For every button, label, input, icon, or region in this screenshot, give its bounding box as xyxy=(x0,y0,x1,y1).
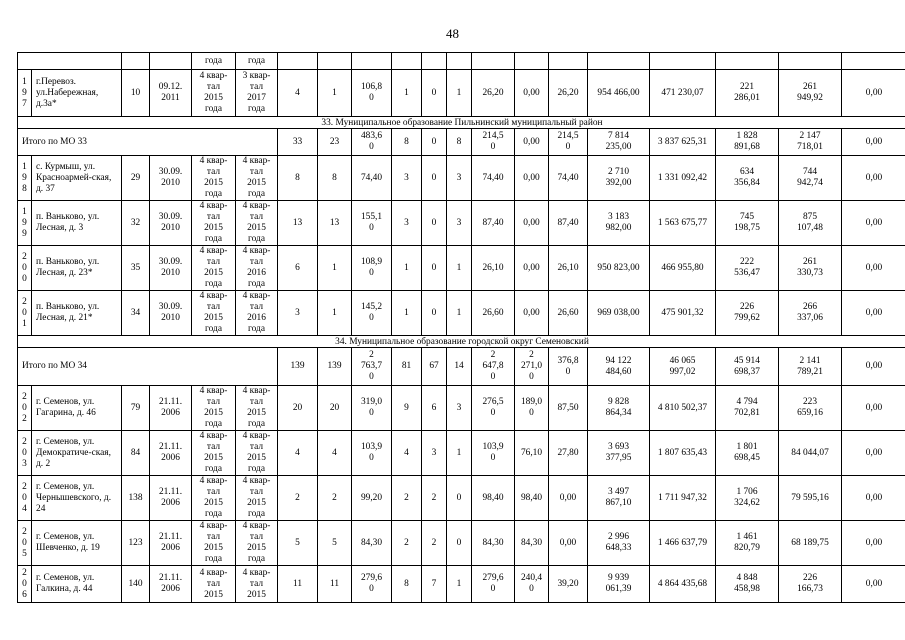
row-value: 87,50 xyxy=(549,386,588,431)
row-value: 0,00 xyxy=(515,291,549,336)
object-date: 30.09. 2010 xyxy=(150,156,192,201)
row-value: 240,4 0 xyxy=(515,566,549,603)
row-value: 1 711 947,32 xyxy=(650,476,716,521)
total-value: 2 147 718,01 xyxy=(779,129,842,156)
row-value: 634 356,84 xyxy=(716,156,779,201)
total-value: 0,00 xyxy=(515,129,549,156)
row-value: 1 xyxy=(318,246,352,291)
row-value: 0,00 xyxy=(515,156,549,201)
row-value: 276,5 0 xyxy=(472,386,515,431)
row-value: 7 xyxy=(422,566,447,603)
row-value: 2 xyxy=(392,476,422,521)
row-value: 74,40 xyxy=(352,156,392,201)
object-date: 21.11. 2006 xyxy=(150,476,192,521)
object-date: 21.11. 2006 xyxy=(150,566,192,603)
object-year: 140 xyxy=(122,566,150,603)
row-value: 26,60 xyxy=(472,291,515,336)
row-value: 39,20 xyxy=(549,566,588,603)
header-cell xyxy=(122,53,150,70)
row-value: 0 xyxy=(422,201,447,246)
row-value: 1 xyxy=(447,431,472,476)
row-number: 2 0 4 xyxy=(18,476,32,521)
total-value: 8 xyxy=(392,129,422,156)
total-value: 2 141 789,21 xyxy=(779,348,842,386)
header-cell xyxy=(650,53,716,70)
row-value: 13 xyxy=(278,201,318,246)
row-value: 6 xyxy=(422,386,447,431)
row-value: 1 xyxy=(318,291,352,336)
header-cell xyxy=(716,53,779,70)
row-value: 471 230,07 xyxy=(650,70,716,117)
row-value: 0,00 xyxy=(842,521,905,566)
row-value: 79 595,16 xyxy=(779,476,842,521)
end-period: 4 квар- тал 2015 года xyxy=(236,156,278,201)
header-cell xyxy=(515,53,549,70)
row-value: 20 xyxy=(278,386,318,431)
row-value: 99,20 xyxy=(352,476,392,521)
row-value: 74,40 xyxy=(549,156,588,201)
total-value: 8 xyxy=(447,129,472,156)
object-date: 21.11. 2006 xyxy=(150,521,192,566)
header-cell xyxy=(150,53,192,70)
row-value: 969 038,00 xyxy=(588,291,650,336)
header-cell xyxy=(278,53,318,70)
table-row xyxy=(18,476,905,521)
row-value: 84,30 xyxy=(515,521,549,566)
row-value: 103,9 0 xyxy=(472,431,515,476)
page-number: 48 xyxy=(446,26,459,41)
total-value: 214,5 0 xyxy=(549,129,588,156)
row-value: 4 864 435,68 xyxy=(650,566,716,603)
total-value: 0,00 xyxy=(842,348,905,386)
total-value: 376,8 0 xyxy=(549,348,588,386)
object-address: п. Ваньково, ул. Лесная, д. 3 xyxy=(32,201,122,246)
total-row xyxy=(18,129,905,156)
row-value: 950 823,00 xyxy=(588,246,650,291)
row-value: 8 xyxy=(278,156,318,201)
object-date: 21.11. 2006 xyxy=(150,431,192,476)
row-value: 1 801 698,45 xyxy=(716,431,779,476)
row-value: 4 794 702,81 xyxy=(716,386,779,431)
row-number: 2 0 2 xyxy=(18,386,32,431)
header-cell: года xyxy=(236,53,278,70)
row-value: 3 xyxy=(392,156,422,201)
row-value: 0,00 xyxy=(515,70,549,117)
row-value: 226 166,73 xyxy=(779,566,842,603)
section-title: 34. Муниципальное образование городской округ Семеновский xyxy=(18,336,905,348)
row-number: 2 0 5 xyxy=(18,521,32,566)
row-value: 1 xyxy=(392,70,422,117)
row-value: 1 xyxy=(392,246,422,291)
section-heading-row xyxy=(18,117,905,129)
row-value: 223 659,16 xyxy=(779,386,842,431)
row-value: 98,40 xyxy=(515,476,549,521)
row-value: 261 330,73 xyxy=(779,246,842,291)
row-value: 1 563 675,77 xyxy=(650,201,716,246)
section-heading-row xyxy=(18,336,905,348)
row-value: 221 286,01 xyxy=(716,70,779,117)
row-value: 8 xyxy=(392,566,422,603)
row-value: 0 xyxy=(447,521,472,566)
row-value: 9 939 061,39 xyxy=(588,566,650,603)
end-period: 4 квар- тал 2015 xyxy=(236,566,278,603)
row-value: 1 xyxy=(318,70,352,117)
end-period: 4 квар- тал 2015 года xyxy=(236,201,278,246)
row-value: 466 955,80 xyxy=(650,246,716,291)
row-value: 1 xyxy=(447,70,472,117)
row-value: 0,00 xyxy=(549,521,588,566)
object-date: 21.11. 2006 xyxy=(150,386,192,431)
header-cell xyxy=(18,53,122,70)
row-value: 4 xyxy=(278,70,318,117)
row-value: 1 xyxy=(447,291,472,336)
total-value: 483,6 0 xyxy=(352,129,392,156)
row-value: 3 497 867,10 xyxy=(588,476,650,521)
row-number: 2 0 6 xyxy=(18,566,32,603)
row-value: 68 189,75 xyxy=(779,521,842,566)
header-cell xyxy=(318,53,352,70)
row-value: 2 996 648,33 xyxy=(588,521,650,566)
start-period: 4 квар- тал 2015 года xyxy=(192,291,236,336)
row-value: 20 xyxy=(318,386,352,431)
row-value: 0,00 xyxy=(842,431,905,476)
row-value: 475 901,32 xyxy=(650,291,716,336)
row-value: 87,40 xyxy=(549,201,588,246)
total-value: 1 828 891,68 xyxy=(716,129,779,156)
row-value: 1 461 820,79 xyxy=(716,521,779,566)
total-value: 214,5 0 xyxy=(472,129,515,156)
row-value: 1 706 324,62 xyxy=(716,476,779,521)
row-value: 3 xyxy=(278,291,318,336)
row-value: 3 xyxy=(447,386,472,431)
total-value: 3 837 625,31 xyxy=(650,129,716,156)
object-year: 123 xyxy=(122,521,150,566)
start-period: 4 квар- тал 2015 года xyxy=(192,201,236,246)
total-value: 139 xyxy=(278,348,318,386)
total-value: 139 xyxy=(318,348,352,386)
row-value: 1 xyxy=(392,291,422,336)
row-value: 6 xyxy=(278,246,318,291)
row-value: 3 xyxy=(447,201,472,246)
row-value: 0 xyxy=(422,156,447,201)
total-value: 67 xyxy=(422,348,447,386)
row-value: 0,00 xyxy=(515,201,549,246)
row-value: 155,1 0 xyxy=(352,201,392,246)
row-value: 98,40 xyxy=(472,476,515,521)
start-period: 4 квар- тал 2015 года xyxy=(192,431,236,476)
object-year: 84 xyxy=(122,431,150,476)
table-header-row xyxy=(18,53,905,70)
row-value: 84,30 xyxy=(352,521,392,566)
header-cell xyxy=(549,53,588,70)
row-value: 319,0 0 xyxy=(352,386,392,431)
row-value: 1 xyxy=(447,246,472,291)
table-row xyxy=(18,201,905,246)
object-date: 30.09. 2010 xyxy=(150,201,192,246)
total-value: 33 xyxy=(278,129,318,156)
row-value: 26,20 xyxy=(549,70,588,117)
header-cell xyxy=(447,53,472,70)
start-period: 4 квар- тал 2015 года xyxy=(192,386,236,431)
row-value: 26,20 xyxy=(472,70,515,117)
header-cell xyxy=(779,53,842,70)
row-value: 0,00 xyxy=(842,246,905,291)
row-value: 145,2 0 xyxy=(352,291,392,336)
row-value: 11 xyxy=(318,566,352,603)
row-value: 279,6 0 xyxy=(472,566,515,603)
total-value: 7 814 235,00 xyxy=(588,129,650,156)
row-value: 1 xyxy=(447,566,472,603)
row-value: 222 536,47 xyxy=(716,246,779,291)
row-value: 0,00 xyxy=(549,476,588,521)
row-value: 0,00 xyxy=(842,201,905,246)
housing-table xyxy=(17,52,905,603)
row-value: 1 807 635,43 xyxy=(650,431,716,476)
row-value: 0 xyxy=(422,246,447,291)
row-number: 2 0 0 xyxy=(18,246,32,291)
row-value: 2 710 392,00 xyxy=(588,156,650,201)
object-year: 10 xyxy=(122,70,150,117)
object-year: 79 xyxy=(122,386,150,431)
header-cell: года xyxy=(192,53,236,70)
row-value: 11 xyxy=(278,566,318,603)
row-value: 4 848 458,98 xyxy=(716,566,779,603)
start-period: 4 квар- тал 2015 года xyxy=(192,70,236,117)
total-value: 0,00 xyxy=(842,129,905,156)
row-value: 875 107,48 xyxy=(779,201,842,246)
end-period: 4 квар- тал 2015 года xyxy=(236,521,278,566)
row-value: 103,9 0 xyxy=(352,431,392,476)
row-value: 2 xyxy=(422,521,447,566)
row-value: 106,8 0 xyxy=(352,70,392,117)
row-value: 226 799,62 xyxy=(716,291,779,336)
table-row xyxy=(18,521,905,566)
end-period: 3 квар- тал 2017 года xyxy=(236,70,278,117)
start-period: 4 квар- тал 2015 года xyxy=(192,156,236,201)
row-value: 4 xyxy=(318,431,352,476)
row-number: 1 9 7 xyxy=(18,70,32,117)
row-number: 1 9 8 xyxy=(18,156,32,201)
row-value: 26,10 xyxy=(549,246,588,291)
row-value: 0,00 xyxy=(515,246,549,291)
start-period: 4 квар- тал 2015 xyxy=(192,566,236,603)
start-period: 4 квар- тал 2015 года xyxy=(192,246,236,291)
row-value: 87,40 xyxy=(472,201,515,246)
table-row xyxy=(18,566,905,603)
row-value: 744 942,74 xyxy=(779,156,842,201)
header-cell xyxy=(472,53,515,70)
end-period: 4 квар- тал 2016 года xyxy=(236,291,278,336)
end-period: 4 квар- тал 2016 года xyxy=(236,246,278,291)
header-cell xyxy=(392,53,422,70)
total-label: Итого по МО 34 xyxy=(18,348,278,386)
section-title: 33. Муниципальное образование Пильнинский муниципальный район xyxy=(18,117,905,129)
row-value: 0,00 xyxy=(842,291,905,336)
row-value: 4 xyxy=(278,431,318,476)
table-row xyxy=(18,431,905,476)
start-period: 4 квар- тал 2015 года xyxy=(192,476,236,521)
row-value: 26,60 xyxy=(549,291,588,336)
row-value: 745 198,75 xyxy=(716,201,779,246)
row-number: 2 0 3 xyxy=(18,431,32,476)
object-year: 29 xyxy=(122,156,150,201)
row-value: 261 949,92 xyxy=(779,70,842,117)
end-period: 4 квар- тал 2015 года xyxy=(236,386,278,431)
row-value: 8 xyxy=(318,156,352,201)
total-value: 2 763,7 0 xyxy=(352,348,392,386)
row-value: 0 xyxy=(422,291,447,336)
start-period: 4 квар- тал 2015 года xyxy=(192,521,236,566)
row-value: 26,10 xyxy=(472,246,515,291)
header-cell xyxy=(422,53,447,70)
table-row xyxy=(18,156,905,201)
row-value: 0,00 xyxy=(842,566,905,603)
row-value: 5 xyxy=(278,521,318,566)
row-value: 74,40 xyxy=(472,156,515,201)
object-date: 09.12. 2011 xyxy=(150,70,192,117)
object-year: 32 xyxy=(122,201,150,246)
total-value: 2 647,8 0 xyxy=(472,348,515,386)
row-value: 3 183 982,00 xyxy=(588,201,650,246)
object-address: г. Семенов, ул. Гагарина, д. 46 xyxy=(32,386,122,431)
table-row xyxy=(18,386,905,431)
object-date: 30.09. 2010 xyxy=(150,291,192,336)
row-number: 1 9 9 xyxy=(18,201,32,246)
total-value: 0 xyxy=(422,129,447,156)
row-value: 0,00 xyxy=(842,70,905,117)
row-value: 9 828 864,34 xyxy=(588,386,650,431)
row-value: 0,00 xyxy=(842,386,905,431)
row-value: 108,9 0 xyxy=(352,246,392,291)
object-address: г. Семенов, ул. Галкина, д. 44 xyxy=(32,566,122,603)
object-date: 30.09. 2010 xyxy=(150,246,192,291)
table-body xyxy=(18,53,905,603)
row-value: 84,30 xyxy=(472,521,515,566)
total-row xyxy=(18,348,905,386)
header-cell xyxy=(352,53,392,70)
row-value: 1 466 637,79 xyxy=(650,521,716,566)
table-row xyxy=(18,291,905,336)
total-value: 94 122 484,60 xyxy=(588,348,650,386)
object-year: 34 xyxy=(122,291,150,336)
object-address: с. Курмыш, ул. Красноармей-ская, д. 37 xyxy=(32,156,122,201)
row-value: 0,00 xyxy=(842,156,905,201)
row-value: 2 xyxy=(422,476,447,521)
end-period: 4 квар- тал 2015 года xyxy=(236,476,278,521)
row-value: 2 xyxy=(318,476,352,521)
object-address: г. Семенов, ул. Чернышевского, д. 24 xyxy=(32,476,122,521)
total-value: 23 xyxy=(318,129,352,156)
row-value: 0 xyxy=(422,70,447,117)
total-value: 46 065 997,02 xyxy=(650,348,716,386)
row-value: 1 331 092,42 xyxy=(650,156,716,201)
object-address: г.Перевоз. ул.Набережная, д.3а* xyxy=(32,70,122,117)
object-address: г. Семенов, ул. Демократиче-ская, д. 2 xyxy=(32,431,122,476)
row-value: 954 466,00 xyxy=(588,70,650,117)
table-row xyxy=(18,246,905,291)
row-value: 2 xyxy=(278,476,318,521)
row-value: 5 xyxy=(318,521,352,566)
total-value: 2 271,0 0 xyxy=(515,348,549,386)
row-value: 27,80 xyxy=(549,431,588,476)
row-number: 2 0 1 xyxy=(18,291,32,336)
end-period: 4 квар- тал 2015 года xyxy=(236,431,278,476)
table-row xyxy=(18,70,905,117)
total-value: 81 xyxy=(392,348,422,386)
row-value: 189,0 0 xyxy=(515,386,549,431)
row-value: 13 xyxy=(318,201,352,246)
row-value: 3 693 377,95 xyxy=(588,431,650,476)
row-value: 4 810 502,37 xyxy=(650,386,716,431)
row-value: 84 044,07 xyxy=(779,431,842,476)
object-year: 35 xyxy=(122,246,150,291)
row-value: 279,6 0 xyxy=(352,566,392,603)
total-value: 45 914 698,37 xyxy=(716,348,779,386)
header-cell xyxy=(842,53,905,70)
total-label: Итого по МО 33 xyxy=(18,129,278,156)
object-address: г. Семенов, ул. Шевченко, д. 19 xyxy=(32,521,122,566)
row-value: 2 xyxy=(392,521,422,566)
row-value: 3 xyxy=(447,156,472,201)
row-value: 266 337,06 xyxy=(779,291,842,336)
row-value: 4 xyxy=(392,431,422,476)
header-cell xyxy=(588,53,650,70)
object-year: 138 xyxy=(122,476,150,521)
row-value: 0,00 xyxy=(842,476,905,521)
object-address: п. Ваньково, ул. Лесная, д. 23* xyxy=(32,246,122,291)
row-value: 3 xyxy=(422,431,447,476)
row-value: 3 xyxy=(392,201,422,246)
row-value: 76,10 xyxy=(515,431,549,476)
row-value: 0 xyxy=(447,476,472,521)
row-value: 9 xyxy=(392,386,422,431)
object-address: п. Ваньково, ул. Лесная, д. 21* xyxy=(32,291,122,336)
total-value: 14 xyxy=(447,348,472,386)
